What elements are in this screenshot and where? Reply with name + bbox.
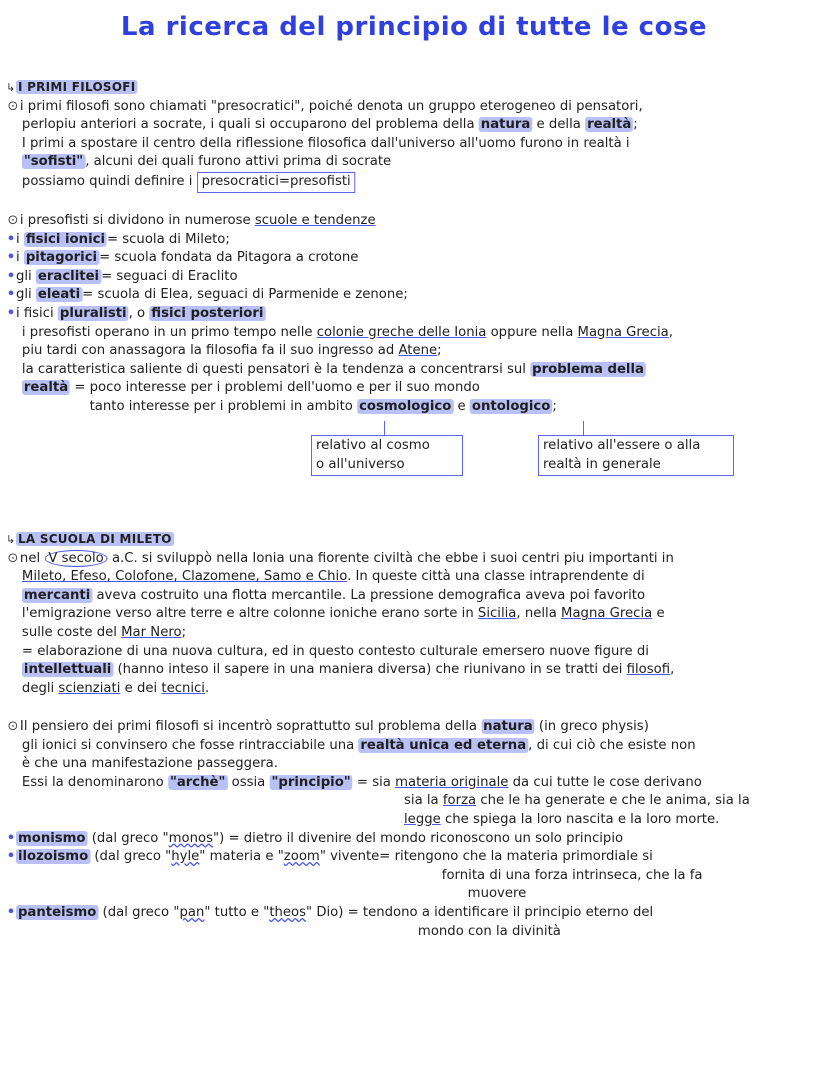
boxed-definition: presocratici=presofisti: [197, 172, 356, 193]
wavy-underlined: theos: [269, 904, 307, 920]
text: , o: [128, 305, 150, 321]
section-heading: LA SCUOLA DI MILETO: [17, 532, 172, 546]
text: fornita di una forza intrinseca, che la fa: [441, 867, 703, 883]
highlight: eraclitei: [37, 268, 100, 284]
text: ,: [668, 324, 673, 340]
highlight: panteismo: [17, 904, 97, 920]
dot-bullet-icon: •: [6, 231, 16, 247]
text: " tutto e ": [204, 904, 270, 920]
note-text: relativo all'essere o alla: [543, 438, 701, 453]
text: i presofisti operano in un primo tempo nelle: [21, 324, 317, 340]
note-cosmologico: [311, 435, 463, 476]
underlined: scienziati: [58, 680, 121, 696]
highlight: monismo: [17, 830, 86, 846]
text: " materia e ": [199, 849, 284, 865]
arrow-icon: ↳: [6, 533, 16, 546]
text: (dal greco ": [90, 849, 172, 865]
text: i: [15, 231, 24, 247]
text: ;: [633, 117, 638, 133]
text: I primi a spostare il centro della riflessione filosofica dall'universo all'uomo furono in realtà i: [21, 135, 630, 151]
highlight: eleati: [37, 287, 81, 303]
underlined: tecnici: [161, 680, 205, 696]
text: . In queste città una classe intraprendente di: [347, 569, 645, 585]
highlight: pitagorici: [25, 250, 98, 266]
highlight: realtà: [587, 117, 632, 133]
underlined: legge: [404, 811, 441, 827]
highlight: "archè": [169, 774, 226, 790]
highlight: "principio": [271, 774, 351, 790]
text: possiamo quindi definire i: [21, 173, 197, 189]
note-text: o all'universo: [316, 456, 405, 472]
highlight: realtà: [23, 380, 69, 396]
text: ossia: [227, 774, 270, 790]
text: (dal greco ": [87, 830, 169, 846]
connector-line: [583, 421, 584, 435]
text: e della: [532, 117, 586, 133]
text: , nella: [516, 606, 562, 622]
dot-bullet-icon: •: [6, 849, 16, 865]
text: = scuola fondata da Pitagora a crotone: [99, 250, 359, 266]
text: (hanno inteso il sapere in una maniera diversa) che riunivano in se tratti dei: [113, 662, 627, 678]
text: , alcuni dei quali furono attivi prima di socrate: [85, 154, 392, 170]
text: (in greco physis): [534, 719, 649, 734]
text: degli: [21, 680, 59, 696]
highlight: fisici ionici: [25, 231, 105, 247]
highlight: fisici posteriori: [151, 305, 264, 321]
highlight: cosmologico: [359, 398, 452, 414]
dot-bullet-icon: •: [6, 830, 16, 846]
text: nel: [19, 550, 45, 566]
text: tanto interesse per i problemi in ambito: [89, 398, 358, 414]
circle-bullet-icon: ⊙: [7, 719, 19, 734]
underlined: forza: [442, 793, 477, 809]
wavy-underlined: pan: [179, 904, 205, 920]
underlined: Atene: [398, 343, 438, 359]
text: i presofisti si dividono in numerose: [19, 213, 255, 228]
underlined: Sicilia: [477, 606, 517, 622]
text: ,: [670, 662, 675, 678]
text: piu tardi con anassagora la filosofia fa il suo ingresso ad: [21, 343, 399, 359]
arrow-icon: ↳: [6, 81, 16, 94]
circled-text: V secolo: [44, 550, 107, 567]
text: Essi la denominarono: [21, 774, 168, 790]
text: i: [15, 250, 24, 266]
highlight: mercanti: [23, 587, 91, 603]
text: oppure nella: [486, 324, 578, 340]
highlight: realtà unica ed eterna: [360, 737, 527, 753]
underlined: Mileto, Efeso, Colofone, Clazomene, Samo e Chio: [21, 569, 348, 585]
section-primi-filosofi: [6, 78, 816, 193]
highlight: pluralisti: [59, 305, 127, 321]
text: i fisici: [15, 305, 58, 321]
text: = scuola di Elea, seguaci di Parmenide e zenone;: [82, 287, 408, 303]
dot-bullet-icon: •: [6, 268, 16, 284]
underlined: filosofi: [626, 662, 671, 678]
connector-line: [384, 421, 385, 435]
text: sia la: [404, 793, 443, 809]
page-title: La ricerca del principio di tutte le cose: [120, 12, 708, 42]
text: a.C. si sviluppò nella Ionia una fiorente civiltà che ebbe i suoi centri piu importanti in: [107, 550, 674, 566]
text: mondo con la divinità: [417, 923, 561, 939]
text: che le ha generate e che le anima, sia la: [476, 793, 750, 809]
text: aveva costruito una flotta mercantile. La pressione demografica aveva poi favorito: [92, 587, 646, 603]
text: e dei: [120, 680, 162, 696]
text: da cui tutte le cose derivano: [508, 774, 702, 790]
circle-bullet-icon: ⊙: [7, 213, 19, 228]
text: e: [652, 606, 665, 622]
underlined: Magna Grecia: [577, 324, 669, 340]
text: gli ionici si convinsero che fosse rintracciabile una: [21, 737, 359, 753]
wavy-underlined: zoom: [283, 849, 320, 865]
dot-bullet-icon: •: [6, 305, 16, 321]
text: l'emigrazione verso altre terre e altre colonne ioniche erano sorte in: [21, 606, 478, 622]
text: = poco interesse per i problemi dell'uomo e per il suo mondo: [70, 380, 480, 396]
dot-bullet-icon: •: [6, 250, 16, 266]
dot-bullet-icon: •: [6, 904, 16, 920]
text: = sia: [352, 774, 396, 790]
text: è che una manifestazione passeggera.: [21, 756, 278, 772]
text: = seguaci di Eraclito: [101, 268, 238, 284]
text: ;: [437, 343, 442, 359]
section-scuola-mileto: [6, 530, 816, 698]
wavy-underlined: hyle: [171, 849, 200, 865]
underlined: scuole e tendenze: [254, 213, 376, 228]
section-heading: I PRIMI FILOSOFI: [17, 80, 136, 94]
text: = elaborazione di una nuova cultura, ed in questo contesto culturale emersero nuove figure di: [21, 643, 649, 659]
highlight: intellettuali: [23, 662, 112, 678]
underlined: colonie greche delle Ionia: [316, 324, 487, 340]
circle-bullet-icon: ⊙: [7, 550, 19, 566]
section-presofisti: [6, 212, 816, 417]
text: (dal greco ": [98, 904, 180, 920]
text: " vivente= ritengono che la materia primordiale si: [319, 849, 653, 865]
text: ") = dietro il divenire del mondo riconoscono un solo principio: [212, 830, 624, 846]
text: sulle coste del: [21, 624, 122, 640]
text: = scuola di Mileto;: [106, 231, 230, 247]
highlight: ontologico: [471, 398, 551, 414]
text: che spiega la loro nascita e la loro morte.: [440, 811, 720, 827]
underlined: Mar Nero: [121, 624, 182, 640]
text: Il pensiero dei primi filosofi si incentrò soprattutto sul problema della: [19, 719, 482, 734]
text: gli: [15, 287, 36, 303]
text: ;: [181, 624, 187, 640]
underlined: materia originale: [395, 774, 509, 790]
text: perlopiu anteriori a socrate, i quali si occuparono del problema della: [21, 117, 479, 133]
highlight: problema della: [532, 361, 644, 377]
text: i primi filosofi sono chiamati "presocratici", poiché denota un gruppo eterogeneo di pensatori,: [19, 98, 643, 114]
highlight: ilozoismo: [17, 849, 89, 865]
text: e: [453, 398, 470, 414]
text: muovere: [467, 886, 527, 902]
wavy-underlined: monos: [168, 830, 213, 846]
dot-bullet-icon: •: [6, 287, 16, 303]
highlight: natura: [480, 117, 531, 133]
text: , di cui ciò che esiste non: [528, 737, 696, 753]
note-text: relativo al cosmo: [316, 438, 430, 453]
text: gli: [15, 268, 36, 284]
underlined: Magna Grecia: [561, 606, 653, 622]
text: ;: [552, 398, 557, 414]
note-text: realtà in generale: [543, 456, 661, 472]
text: la caratteristica saliente di questi pensatori è la tendenza a concentrarsi sul: [21, 361, 531, 377]
highlight: "sofisti": [23, 154, 84, 170]
circle-bullet-icon: ⊙: [7, 98, 19, 114]
note-ontologico: [538, 435, 734, 476]
text: .: [205, 680, 210, 696]
text: " Dio) = tendono a identificare il principio eterno del: [306, 904, 654, 920]
highlight: natura: [483, 719, 533, 734]
section-archè: [6, 718, 816, 941]
